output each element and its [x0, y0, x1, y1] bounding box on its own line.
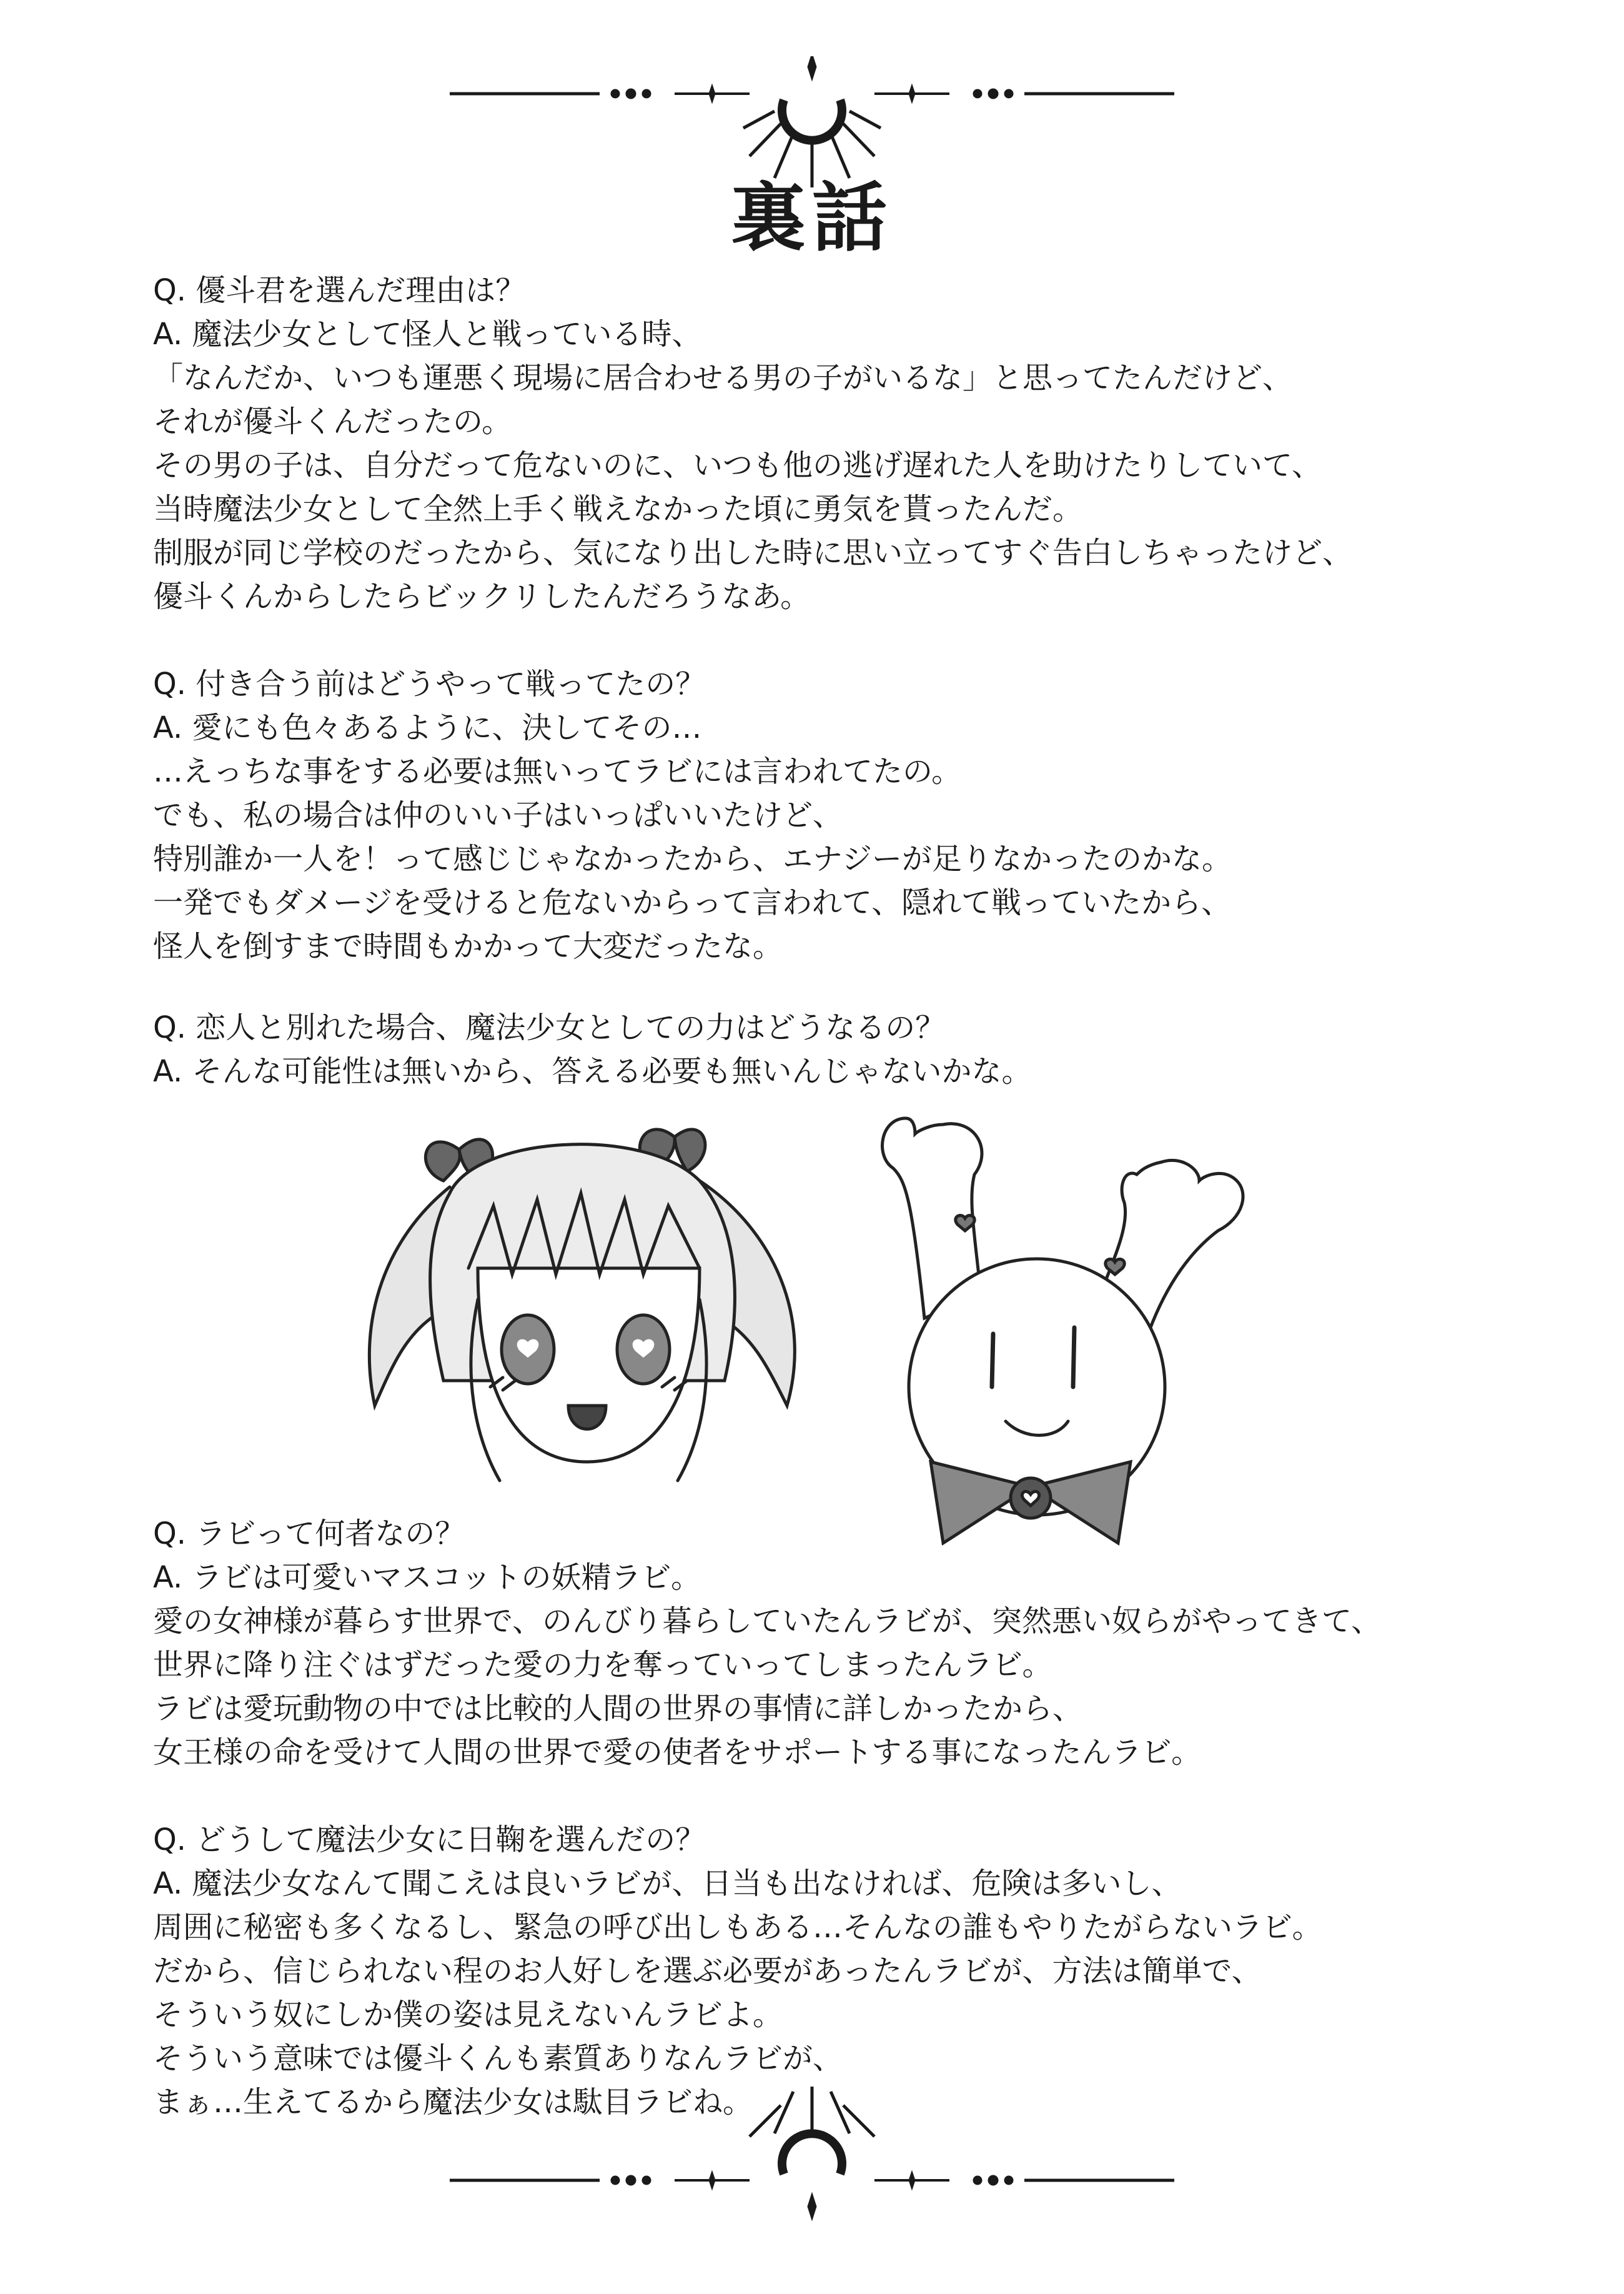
question-text: Q. ラビって何者なの？	[153, 1516, 465, 1551]
answer-line: そういう意味では優斗くんも素質ありなんラビが、	[153, 2041, 843, 2076]
answer-line: 怪人を倒すまで時間もかかって大変だったな。	[153, 929, 783, 964]
answer-line: 周囲に秘密も多くなるし、緊急の呼び出しもある…そんなの誰もやりたがらないラビ。	[153, 1910, 1322, 1945]
answer-line: A. 魔法少女として怪人と戦っている時、	[153, 317, 702, 352]
answer-line: 優斗くんからしたらビックリしたんだろうなあ。	[153, 579, 811, 614]
question-text: Q. どうして魔法少女に日鞠を選んだの？	[153, 1822, 706, 1857]
answer-line: 「なんだか、いつも運悪く現場に居合わせる男の子がいるな」と思ってたんだけど、	[153, 360, 1293, 395]
qa-section-2	[153, 662, 1558, 968]
answer-line: A. そんな可能性は無いから、答える必要も無いんじゃないかな。	[153, 1054, 1032, 1089]
qa-section-3	[153, 1006, 1558, 1093]
qa-section-5	[153, 1818, 1558, 2124]
bottom-ornament	[0, 2080, 1624, 2224]
qa-section-4	[153, 1512, 1558, 1774]
answer-line: でも、私の場合は仲のいい子はいっぱいいたけど、	[153, 798, 843, 833]
answer-line: ラビは愛玩動物の中では比較的人間の世界の事情に詳しかったから、	[153, 1691, 1083, 1726]
qa-section-1	[153, 269, 1558, 618]
rabbit-mascot-illustration	[868, 1112, 1280, 1549]
answer-line: 一発でもダメージを受けると危ないからって言われて、隠れて戦っていたから、	[153, 885, 1232, 920]
answer-line: 特別誰か一人を！って感じじゃなかったから、エナジーが足りなかったのかな。	[153, 842, 1232, 876]
answer-line: A. ラビは可愛いマスコットの妖精ラビ。	[153, 1560, 701, 1595]
answer-line: 愛の女神様が暮らす世界で、のんびり暮らしていたんラビが、突然悪い奴らがやってきて、	[153, 1604, 1382, 1639]
answer-line: その男の子は、自分だって危ないのに、いつも他の逃げ遅れた人を助けたりしていて、	[153, 448, 1322, 483]
answer-line: まぁ…生えてるから魔法少女は駄目ラビね。	[153, 2085, 753, 2120]
girl-illustration	[350, 1112, 824, 1512]
question-text: Q. 付き合う前はどうやって戦ってたの？	[153, 667, 706, 702]
answer-line: 世界に降り注ぐはずだった愛の力を奪っていってしまったんラビ。	[153, 1647, 1052, 1682]
answer-line: だから、信じられない程のお人好しを選ぶ必要があったんラビが、方法は簡単で、	[153, 1954, 1262, 1989]
page-title: 裏話	[731, 175, 893, 262]
answer-line: それが優斗くんだったの。	[153, 404, 512, 439]
question-text: Q. 優斗君を選んだ理由は？	[153, 273, 526, 308]
answer-line: そういう奴にしか僕の姿は見えないんラビよ。	[153, 1997, 783, 2032]
answer-line: 女王様の命を受けて人間の世界で愛の使者をサポートする事になったんラビ。	[153, 1735, 1202, 1770]
answer-line: A. 愛にも色々あるように、決してその…	[153, 710, 702, 745]
answer-line: A. 魔法少女なんて聞こえは良いラビが、日当も出なければ、危険は多いし、	[153, 1866, 1182, 1901]
answer-line: 当時魔法少女として全然上手く戦えなかった頃に勇気を貰ったんだ。	[153, 492, 1083, 527]
question-text: Q. 恋人と別れた場合、魔法少女としての力はどうなるの？	[153, 1010, 946, 1045]
answer-line: …えっちな事をする必要は無いってラビには言われてたの。	[153, 754, 962, 789]
answer-line: 制服が同じ学校のだったから、気になり出した時に思い立ってすぐ告白しちゃったけど、	[153, 535, 1353, 570]
